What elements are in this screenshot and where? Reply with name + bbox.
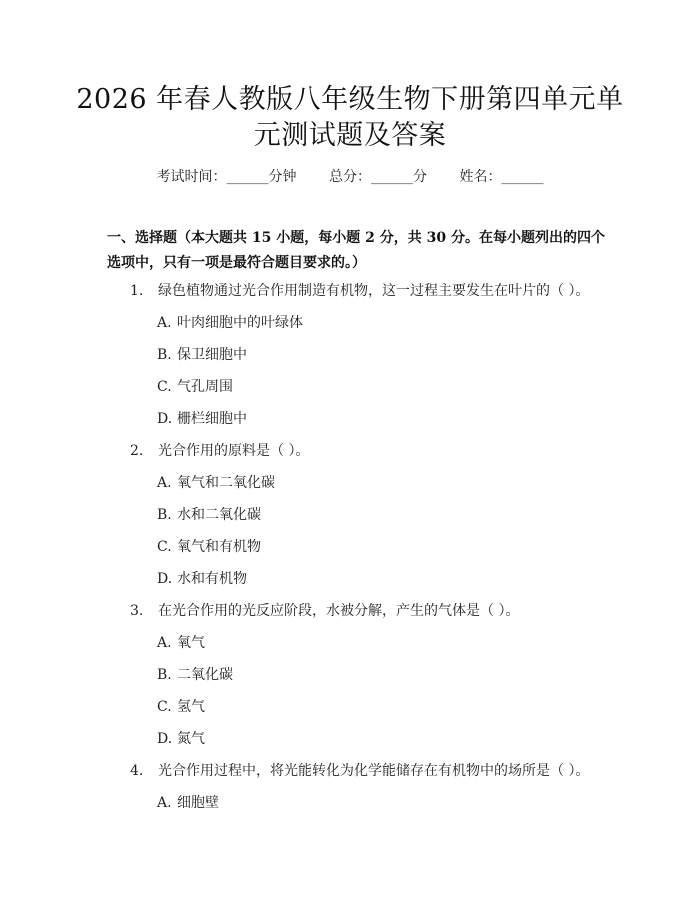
option-text: 氢气 (177, 699, 205, 715)
question-2-option-d (157, 569, 247, 589)
exam-score-blank: ______ (371, 169, 413, 185)
exam-time-unit: 分钟 (268, 169, 297, 185)
option-text: 保卫细胞中 (177, 347, 247, 363)
option-text: 氧气和二氧化碳 (177, 475, 275, 491)
option-text: 二氧化碳 (177, 667, 233, 683)
exam-name-blank: ______ (501, 169, 544, 185)
option-letter: C. (157, 539, 172, 555)
option-text: 栅栏细胞中 (177, 411, 247, 427)
question-stem: 光合作用过程中，将光能转化为化学能储存在有机物中的场所是（ ）。 (158, 763, 590, 779)
question-number: 1. (130, 283, 144, 299)
option-text: 细胞壁 (177, 795, 219, 811)
option-text: 气孔周围 (177, 379, 233, 395)
option-letter: D. (157, 411, 173, 427)
exam-name (459, 166, 543, 188)
option-text: 氧气和有机物 (177, 539, 261, 555)
option-letter: D. (157, 731, 173, 747)
question-2-option-b (157, 505, 261, 525)
question-3-option-c (157, 697, 205, 717)
question-3-option-d (157, 729, 205, 749)
option-text: 水和有机物 (177, 571, 247, 587)
option-letter: A. (157, 635, 172, 651)
question-1-option-a (157, 313, 303, 333)
option-letter: C. (157, 699, 172, 715)
option-text: 叶肉细胞中的叶绿体 (177, 315, 303, 331)
exam-name-label: 姓名： (459, 169, 502, 185)
option-text: 氮气 (177, 731, 205, 747)
question-2 (130, 441, 309, 461)
option-letter: B. (157, 507, 172, 523)
exam-score-label: 总分： (329, 169, 371, 185)
option-letter: A. (157, 475, 172, 491)
question-1-option-b (157, 345, 247, 365)
option-letter: B. (157, 347, 172, 363)
option-letter: B. (157, 667, 172, 683)
option-letter: A. (157, 795, 172, 811)
document-title-line-2: 元测试题及答案 (253, 120, 447, 151)
question-stem: 绿色植物通过光合作用制造有机物，这一过程主要发生在叶片的（ ）。 (158, 283, 590, 299)
question-1-option-d (157, 409, 247, 429)
question-number: 3. (130, 603, 144, 619)
document-title-line-1: 2026 年春人教版八年级生物下册第四单元单 (76, 84, 624, 115)
question-stem: 在光合作用的光反应阶段，水被分解，产生的气体是（ ）。 (158, 603, 520, 619)
option-letter: C. (157, 379, 172, 395)
question-4 (130, 761, 589, 781)
option-letter: A. (157, 315, 172, 331)
question-3 (130, 601, 519, 621)
question-1 (130, 281, 589, 301)
question-4-option-a (157, 793, 219, 813)
section-heading: 一、选择题（本大题共 15 小题，每小题 2 分，共 30 分。在每小题列出的四个选项中，只有一项是最符合题目要求的。） (107, 230, 605, 271)
question-number: 2. (130, 443, 144, 459)
question-number: 4. (130, 763, 144, 779)
exam-time (157, 166, 297, 188)
exam-time-blank: ______ (226, 169, 269, 185)
question-3-option-a (157, 633, 205, 653)
option-text: 水和二氧化碳 (177, 507, 261, 523)
question-stem: 光合作用的原料是（ ）。 (158, 443, 310, 459)
exam-score-unit: 分 (413, 169, 427, 185)
exam-info (0, 166, 700, 188)
option-letter: D. (157, 571, 173, 587)
exam-time-label: 考试时间： (156, 169, 227, 185)
question-1-option-c (157, 377, 233, 397)
question-3-option-b (157, 665, 233, 685)
option-text: 氧气 (177, 635, 205, 651)
exam-score (329, 166, 427, 188)
question-2-option-a (157, 473, 275, 493)
question-2-option-c (157, 537, 261, 557)
